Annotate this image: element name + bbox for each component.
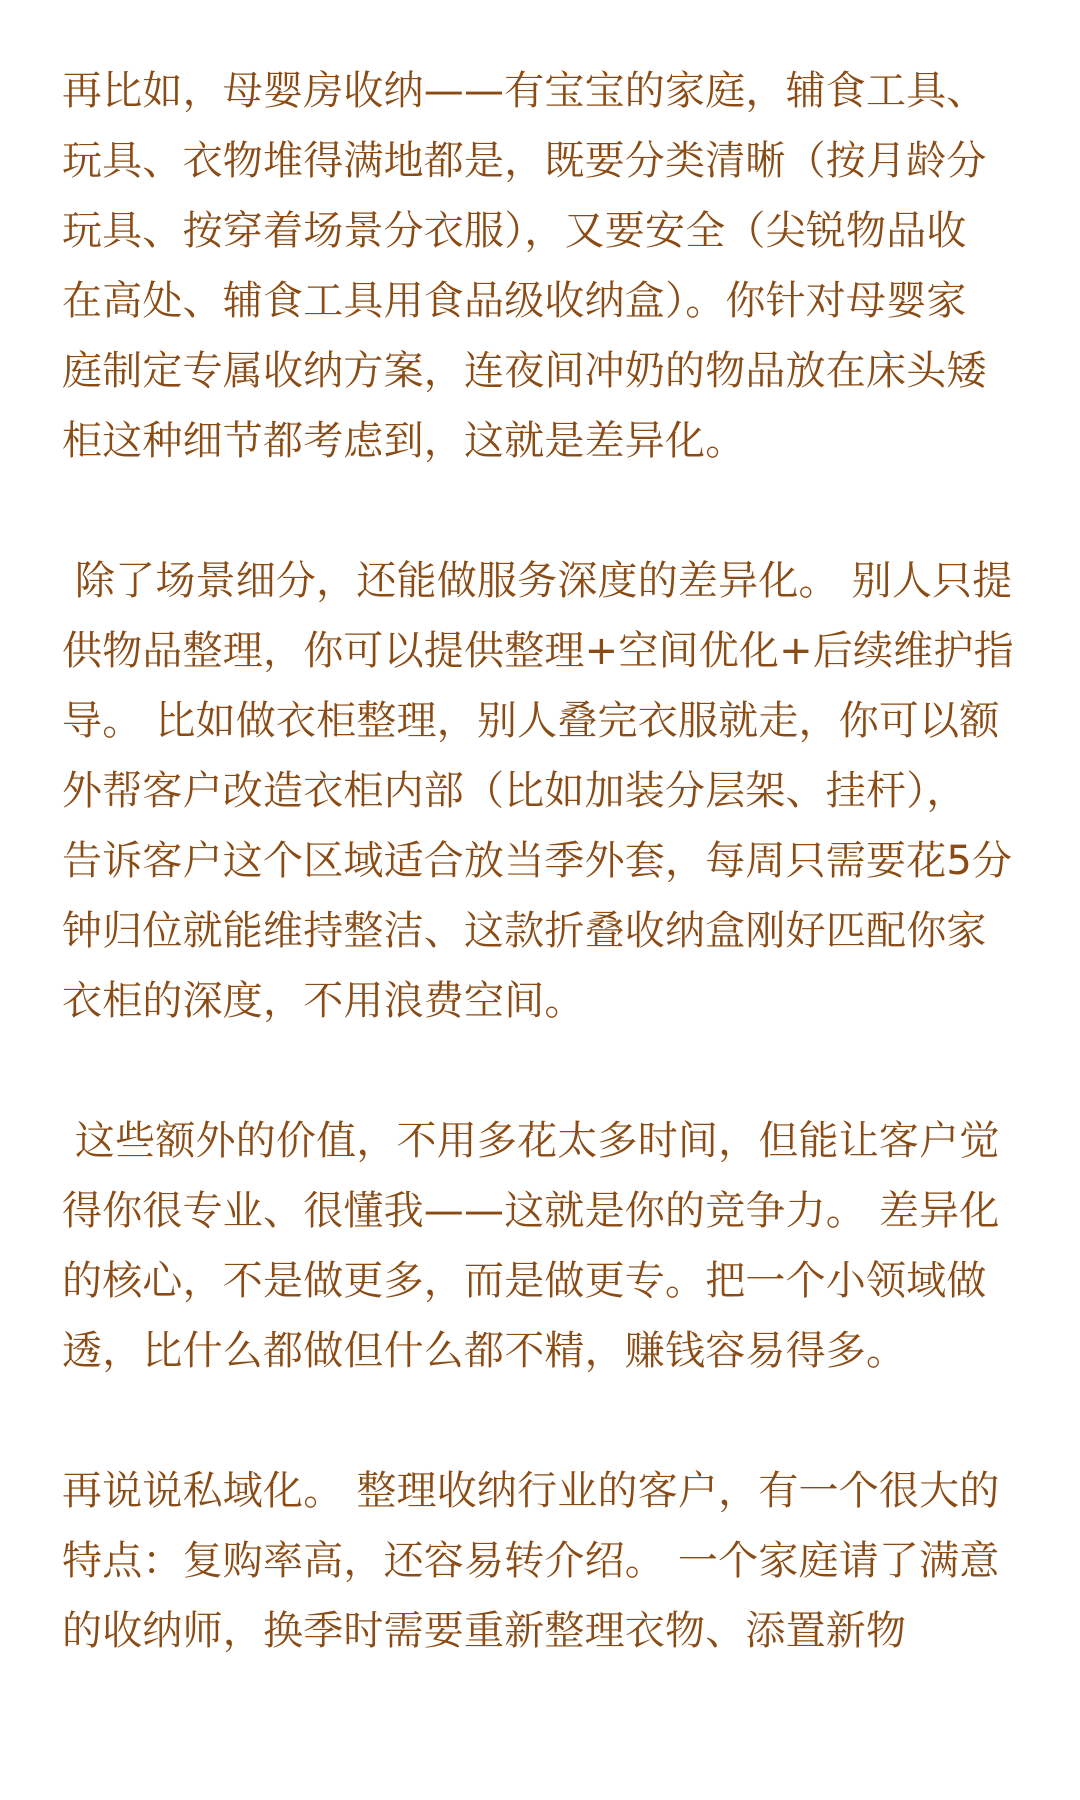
text-line: 外帮客户改造衣柜内部（比如加装分层架、挂杆）， — [62, 768, 967, 814]
text-line: 导。 比如做衣柜整理，别人叠完衣服就走，你可以额 — [62, 698, 1000, 744]
text-line: 得你很专业、很懂我——这就是你的竞争力。 差异化 — [62, 1188, 1000, 1234]
paragraph-3 — [62, 1106, 1022, 1386]
text-line: 庭制定专属收纳方案，连夜间冲奶的物品放在床头矮 — [62, 348, 987, 394]
article-body — [62, 56, 1022, 1666]
text-line: 再说说私域化。 整理收纳行业的客户，有一个很大的 — [62, 1468, 1000, 1514]
text-line: 玩具、衣物堆得满地都是，既要分类清晰（按月龄分 — [62, 138, 987, 184]
text-line: 再比如，母婴房收纳——有宝宝的家庭，辅食工具、 — [62, 68, 987, 114]
paragraph-4 — [62, 1456, 1022, 1666]
paragraph-2 — [62, 546, 1022, 1036]
text-line: 供物品整理，你可以提供整理+空间优化+后续维护指 — [62, 628, 1014, 674]
paragraph-1 — [62, 56, 1022, 476]
text-line: 透，比什么都做但什么都不精，赚钱容易得多。 — [62, 1328, 907, 1374]
text-line: 柜这种细节都考虑到，这就是差异化。 — [62, 418, 746, 464]
text-line: 告诉客户这个区域适合放当季外套，每周只需要花5分 — [62, 838, 1013, 884]
text-line: 除了场景细分，还能做服务深度的差异化。 别人只提 — [62, 558, 1013, 604]
text-line: 玩具、按穿着场景分衣服），又要安全（尖锐物品收 — [62, 208, 967, 254]
text-line: 衣柜的深度，不用浪费空间。 — [62, 978, 585, 1024]
text-line: 的收纳师，换季时需要重新整理衣物、添置新物 — [62, 1608, 907, 1654]
text-line: 这些额外的价值，不用多花太多时间，但能让客户觉 — [62, 1118, 1000, 1164]
text-line: 在高处、辅食工具用食品级收纳盒）。你针对母婴家 — [62, 278, 967, 324]
text-line: 钟归位就能维持整洁、这款折叠收纳盒刚好匹配你家 — [62, 908, 987, 954]
text-line: 特点：复购率高，还容易转介绍。 一个家庭请了满意 — [62, 1538, 1000, 1584]
text-line: 的核心，不是做更多，而是做更专。把一个小领域做 — [62, 1258, 987, 1304]
